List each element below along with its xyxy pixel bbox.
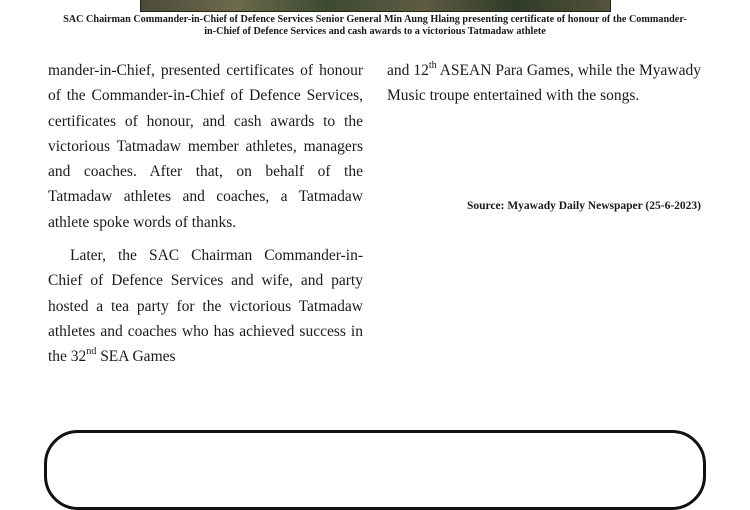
left-paragraph-2-text: Later, the SAC Chairman Commander-in-Chief of Defence Services and wife, and party hosted a tea party for the victorious Tatmadaw athletes and coaches who has achieved success in the 32 [48,247,363,366]
photo-caption: SAC Chairman Commander-in-Chief of Defence Services Senior General Min Aung Hlaing presenting certificate of honour of the Commander-in-Chief of Defence Services and cash awards to a victorious Tatmadaw athlete [63,14,687,37]
right-paragraph-rest: ASEAN Para Games, while the Myawady Music troupe entertained with the songs. [387,62,701,105]
article-photo [140,0,611,12]
left-paragraph-2 [48,243,363,369]
right-paragraph-1 [387,58,701,109]
source-citation: Source: Myawady Daily Newspaper (25-6-2023) [466,200,701,212]
right-column [387,58,701,109]
left-paragraph-2-tail: SEA Games [96,348,176,366]
left-column [48,58,363,370]
left-paragraph-1: mander-in-Chief, presented certificates of honour of the Commander-in-Chief of Defence Services, certificates of honour, and cash awards to the victorious Tatmadaw member athletes, managers and coaches. After that, on behalf of the Tatmadaw athletes and coaches, a Tatmadaw athlete spoke words of thanks. [48,62,363,231]
ordinal-suffix-nd: nd [86,346,97,358]
ordinal-suffix-th: th [428,59,437,71]
right-paragraph-start: and 12 [387,62,429,79]
bordered-box [44,430,706,510]
